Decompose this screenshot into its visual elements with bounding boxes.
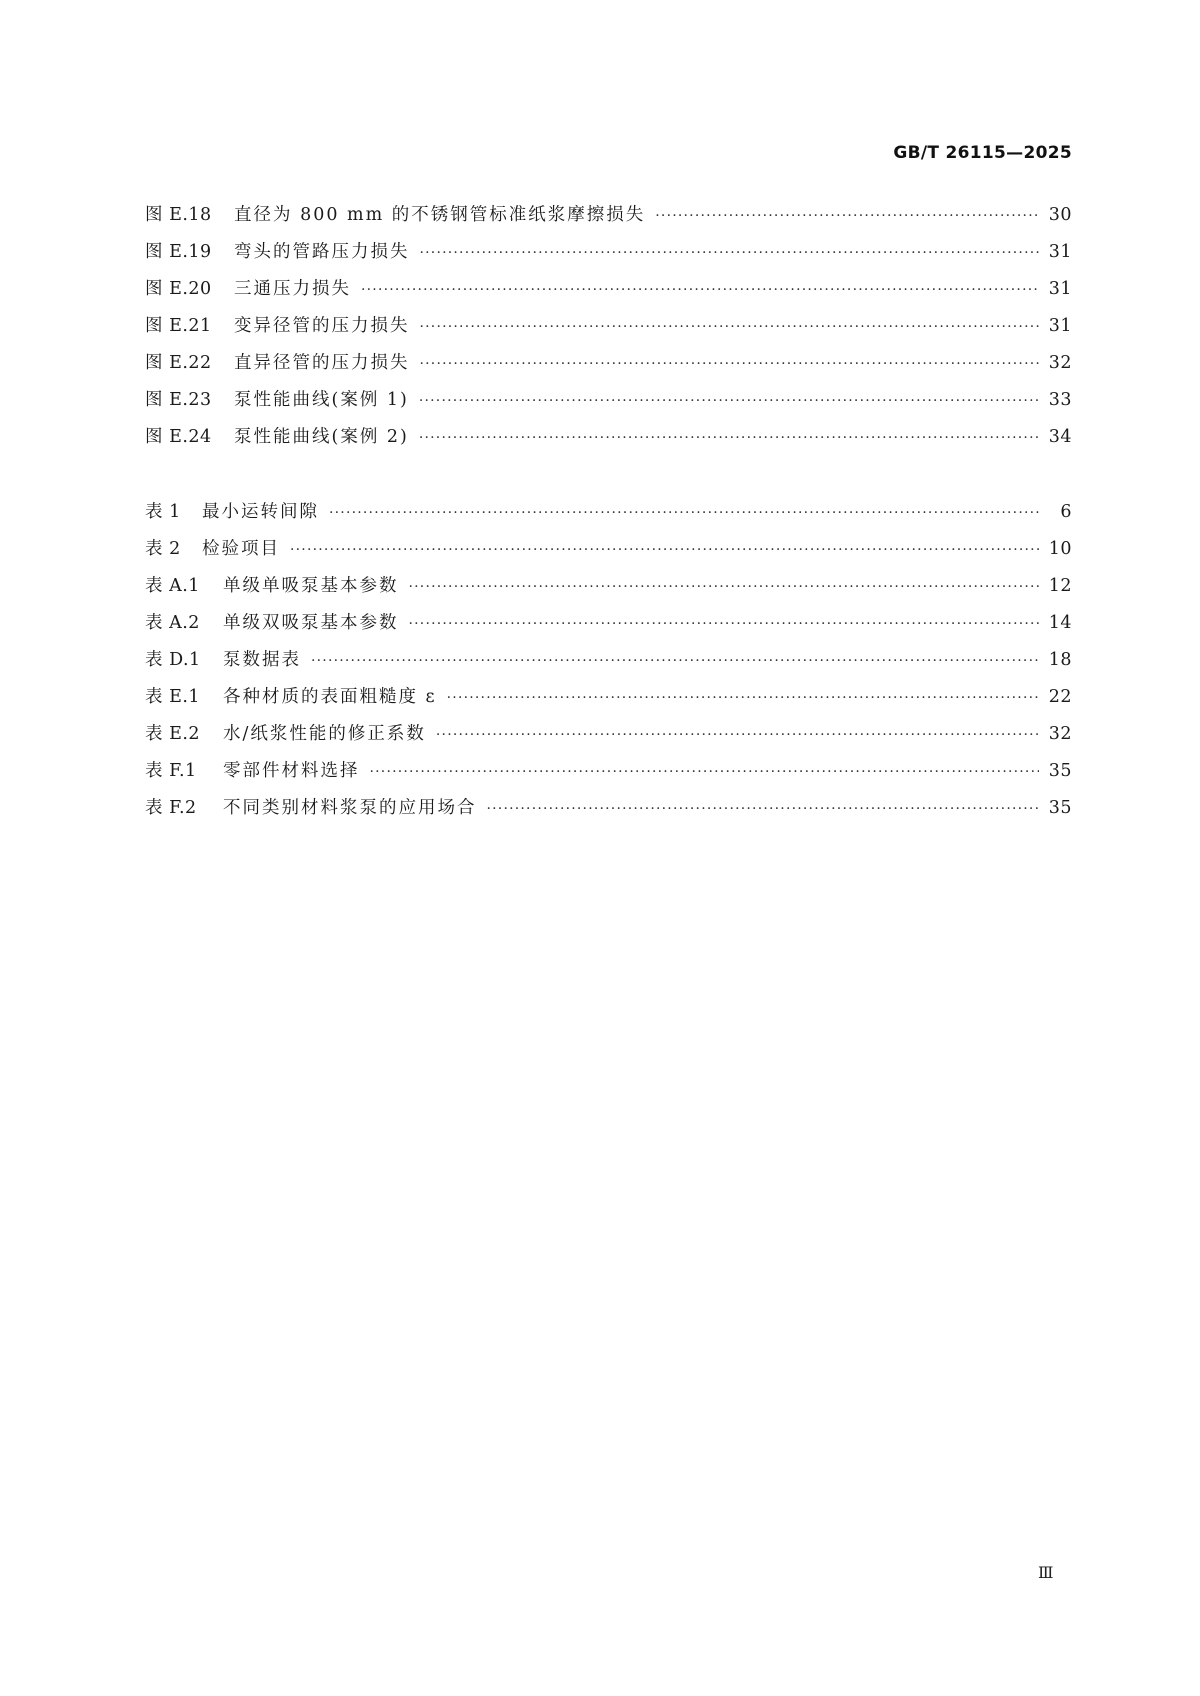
toc-entry-table-f2[interactable] (145, 790, 1072, 827)
dot-leader (409, 606, 1039, 643)
entry-title: 泵数据表 (223, 650, 301, 670)
entry-title: 最小运转间隙 (202, 502, 319, 522)
dot-leader (447, 680, 1039, 717)
toc-entry-table-e1[interactable] (145, 679, 1072, 716)
entry-page: 31 (1048, 242, 1072, 262)
standard-number: GB/T 26115—2025 (893, 143, 1072, 163)
toc-entry-figure-e23[interactable] (145, 382, 1072, 419)
entry-page: 10 (1048, 539, 1072, 559)
entry-page: 32 (1048, 353, 1072, 373)
entry-title: 变异径管的压力损失 (234, 316, 410, 336)
toc-entry-table-2[interactable] (145, 531, 1072, 568)
entry-number: 图 E.19 (145, 242, 212, 262)
entry-title: 零部件材料选择 (223, 761, 360, 781)
entry-number: 图 E.18 (145, 205, 212, 225)
entry-page: 12 (1048, 576, 1072, 596)
toc-entry-table-a2[interactable] (145, 605, 1072, 642)
entry-number: 表 E.1 (145, 687, 201, 707)
entry-number: 表 1 (145, 502, 181, 522)
dot-leader (420, 309, 1039, 346)
dot-leader (420, 346, 1039, 383)
entry-page: 30 (1048, 205, 1072, 225)
entry-title: 单级单吸泵基本参数 (223, 576, 399, 596)
table-list (145, 494, 1072, 827)
dot-leader (419, 420, 1039, 457)
toc-entry-figure-e19[interactable] (145, 234, 1072, 271)
entry-number: 图 E.23 (145, 390, 212, 410)
figure-list (145, 197, 1072, 456)
entry-title: 三通压力损失 (234, 279, 351, 299)
entry-title: 水/纸浆性能的修正系数 (223, 724, 426, 744)
entry-title: 弯头的管路压力损失 (234, 242, 410, 262)
entry-title: 直异径管的压力损失 (234, 353, 410, 373)
entry-page: 6 (1060, 502, 1072, 522)
toc-entry-figure-e22[interactable] (145, 345, 1072, 382)
entry-page: 31 (1048, 279, 1072, 299)
toc-entry-table-a1[interactable] (145, 568, 1072, 605)
toc-entry-figure-e24[interactable] (145, 419, 1072, 456)
entry-title: 检验项目 (202, 539, 280, 559)
entry-number: 图 E.24 (145, 427, 212, 447)
entry-number: 图 E.21 (145, 316, 212, 336)
entry-number: 表 F.2 (145, 798, 197, 818)
entry-title: 直径为 800 mm 的不锈钢管标准纸浆摩擦损失 (234, 205, 646, 225)
toc-entry-figure-e18[interactable] (145, 197, 1072, 234)
toc-entry-table-1[interactable] (145, 494, 1072, 531)
entry-page: 22 (1048, 687, 1072, 707)
entry-number: 表 F.1 (145, 761, 197, 781)
entry-page: 18 (1048, 650, 1072, 670)
dot-leader (329, 495, 1040, 532)
dot-leader (361, 272, 1039, 309)
entry-page: 33 (1048, 390, 1072, 410)
entry-number: 表 A.1 (145, 576, 200, 596)
entry-page: 34 (1048, 427, 1072, 447)
dot-leader (436, 717, 1039, 754)
entry-page: 35 (1048, 798, 1072, 818)
dot-leader (409, 569, 1039, 606)
dot-leader (311, 643, 1039, 680)
entry-number: 图 E.22 (145, 353, 212, 373)
dot-leader (419, 383, 1039, 420)
entry-page: 14 (1048, 613, 1072, 633)
toc-entry-table-d1[interactable] (145, 642, 1072, 679)
entry-number: 表 2 (145, 539, 181, 559)
toc-entry-figure-e21[interactable] (145, 308, 1072, 345)
toc-entry-table-f1[interactable] (145, 753, 1072, 790)
entry-title: 单级双吸泵基本参数 (223, 613, 399, 633)
toc-entry-table-e2[interactable] (145, 716, 1072, 753)
entry-number: 表 E.2 (145, 724, 201, 744)
dot-leader (370, 754, 1039, 791)
entry-number: 表 A.2 (145, 613, 200, 633)
toc-entry-figure-e20[interactable] (145, 271, 1072, 308)
entry-page: 35 (1048, 761, 1072, 781)
dot-leader (290, 532, 1039, 569)
entry-number: 图 E.20 (145, 279, 212, 299)
dot-leader (420, 235, 1039, 272)
dot-leader (655, 198, 1038, 235)
entry-title: 各种材质的表面粗糙度 ε (223, 687, 437, 707)
dot-leader (487, 791, 1039, 828)
entry-page: 32 (1048, 724, 1072, 744)
entry-title: 泵性能曲线(案例 2) (234, 427, 409, 447)
entry-title: 不同类别材料浆泵的应用场合 (223, 798, 477, 818)
page-number: Ⅲ (1038, 1563, 1054, 1582)
entry-page: 31 (1048, 316, 1072, 336)
entry-number: 表 D.1 (145, 650, 201, 670)
entry-title: 泵性能曲线(案例 1) (234, 390, 409, 410)
